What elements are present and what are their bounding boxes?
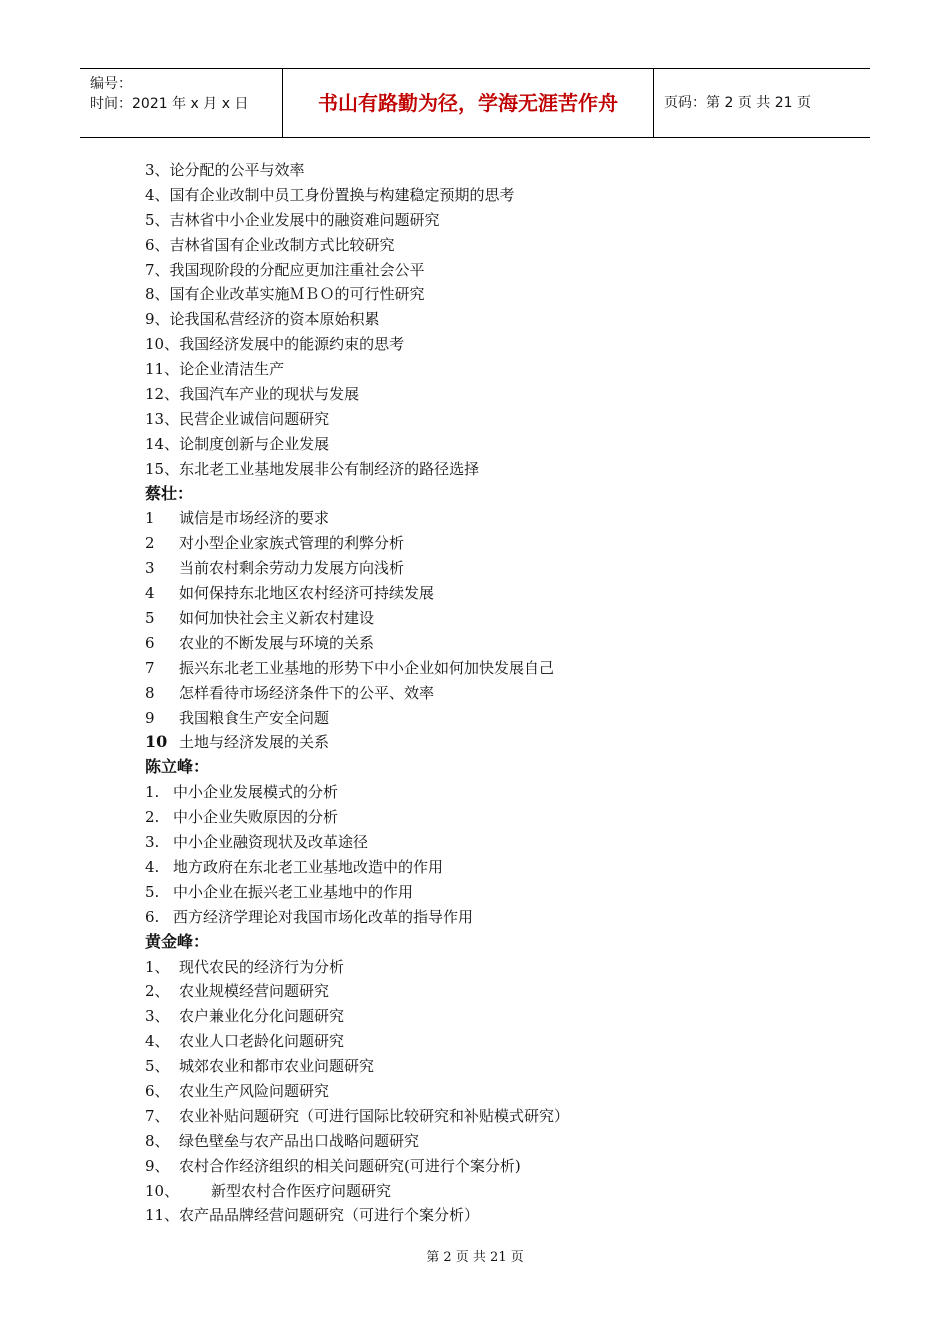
- header-time-label: 时间：2021 年 x 月 x 日: [90, 96, 249, 112]
- list-item-number: 5.: [145, 882, 160, 901]
- list-item: [145, 1203, 845, 1228]
- list-item-number: 5、: [145, 210, 170, 229]
- list-item-number: 5: [145, 609, 155, 628]
- list-item-text: 农业补贴问题研究（可进行国际比较研究和补贴模式研究）: [179, 1106, 570, 1125]
- list-item-number: 14、: [145, 434, 180, 453]
- list-item-text: 吉林省国有企业改制方式比较研究: [169, 235, 395, 254]
- list-item-text: 论我国私营经济的资本原始积累: [169, 310, 380, 329]
- list-item-number: 15、: [145, 459, 180, 478]
- list-item: [145, 432, 845, 457]
- list-item: [145, 606, 845, 631]
- list-item-number: 7: [145, 658, 155, 677]
- list-item: [145, 1029, 845, 1054]
- list-item-number: 13、: [145, 409, 180, 428]
- list-item-text: 土地与经济发展的关系: [179, 733, 330, 752]
- list-item-text: 吉林省中小企业发展中的融资难问题研究: [169, 210, 440, 229]
- section-heading-caizhuang: 蔡壮：: [145, 483, 194, 503]
- list-item: [145, 706, 845, 731]
- list-item-text: 农业规模经营问题研究: [179, 982, 330, 1001]
- list-item-number: 3.: [145, 833, 160, 852]
- list-item-text: 我国现阶段的分配应更加注重社会公平: [169, 260, 425, 279]
- header-motto: 书山有路勤为径，学海无涯苦作舟: [283, 69, 654, 137]
- list-item: [145, 1129, 845, 1154]
- list-item-text: 如何加快社会主义新农村建设: [179, 609, 375, 628]
- list-item-number: 2、: [145, 982, 170, 1001]
- list-item: [145, 233, 845, 258]
- list-item-number: 7、: [145, 1106, 170, 1125]
- list-item: [145, 1104, 845, 1129]
- list-item-text: 诚信是市场经济的要求: [179, 509, 330, 528]
- list-item: [145, 830, 845, 855]
- list-item-number: 9、: [145, 310, 170, 329]
- list-item-text: 国有企业改制中员工身份置换与构建稳定预期的思考: [169, 185, 515, 204]
- header-number-label: 编号：: [90, 76, 132, 92]
- list-item-text: 新型农村合作医疗问题研究: [211, 1181, 392, 1200]
- list-item-number: 8、: [145, 1131, 170, 1150]
- list-item: [145, 531, 845, 556]
- list-item: [145, 780, 845, 805]
- list-item-number: 11、: [145, 1206, 180, 1225]
- list-item: [145, 258, 845, 283]
- document-body: [145, 158, 845, 1228]
- list-item: [145, 183, 845, 208]
- list-item-number: 1.: [145, 783, 160, 802]
- list-item-text: 当前农村剩余劳动力发展方向浅析: [179, 559, 405, 578]
- list-item-number: 9、: [145, 1156, 170, 1175]
- list-item-text: 东北老工业基地发展非公有制经济的路径选择: [179, 459, 480, 478]
- list-item: [145, 656, 845, 681]
- list-item-number: 6、: [145, 235, 170, 254]
- list-item: [145, 158, 845, 183]
- list-item-text: 怎样看待市场经济条件下的公平、效率: [179, 683, 435, 702]
- list-item: [145, 457, 845, 482]
- list-item-text: 振兴东北老工业基地的形势下中小企业如何加快发展自己: [179, 658, 555, 677]
- header-meta-cell: [80, 69, 283, 137]
- list-item-number: 8、: [145, 285, 170, 304]
- list-item: [145, 282, 845, 307]
- list-item-text: 农业人口老龄化问题研究: [179, 1032, 345, 1051]
- list-item: [145, 382, 845, 407]
- list-item-number: 6: [145, 633, 155, 652]
- list-item: [145, 332, 845, 357]
- list-item: [145, 805, 845, 830]
- list-item-number: 10: [145, 732, 168, 752]
- list-item-number: 1: [145, 509, 155, 528]
- list-item: [145, 1179, 845, 1204]
- list-item-number: 10、: [145, 335, 180, 354]
- list-item: [145, 631, 845, 656]
- list-item: [145, 208, 845, 233]
- list-item-text: 对小型企业家族式管理的利弊分析: [179, 534, 405, 553]
- list-item-text: 国有企业改革实施ＭＢＯ的可行性研究: [169, 285, 425, 304]
- list-item-number: 4.: [145, 857, 160, 876]
- list-item-number: 12、: [145, 385, 180, 404]
- list-item-text: 如何保持东北地区农村经济可持续发展: [179, 584, 435, 603]
- list-item-number: 9: [145, 708, 155, 727]
- section-heading-chenlifeng: 陈立峰：: [145, 757, 210, 777]
- list-item: [145, 581, 845, 606]
- list-item: [145, 1079, 845, 1104]
- list-item-number: 4、: [145, 185, 170, 204]
- list-item: [145, 880, 845, 905]
- list-item-number: 3: [145, 559, 155, 578]
- list-item: [145, 730, 845, 755]
- list-item-number: 6、: [145, 1081, 170, 1100]
- page-footer: 第 2 页 共 21 页: [426, 1250, 524, 1265]
- list-item: [145, 556, 845, 581]
- list-item: [145, 979, 845, 1004]
- list-item-text: 论分配的公平与效率: [169, 161, 305, 179]
- list-item-text: 我国汽车产业的现状与发展: [179, 385, 360, 404]
- list-item: [145, 955, 845, 980]
- header-page-info: 页码：第 2 页 共 21 页: [664, 95, 811, 111]
- list-item: [145, 905, 845, 930]
- list-item-number: 3、: [145, 1007, 170, 1026]
- list-item-number: 6.: [145, 907, 160, 926]
- list-item-number: 11、: [145, 360, 180, 379]
- list-item-number: 2: [145, 534, 155, 553]
- list-item-text: 论企业清洁生产: [179, 360, 285, 379]
- list-item-text: 农村合作经济组织的相关问题研究(可进行个案分析): [179, 1156, 521, 1175]
- list-item: [145, 506, 845, 531]
- list-item: [145, 1004, 845, 1029]
- list-item-text: 我国经济发展中的能源约束的思考: [179, 335, 405, 354]
- section-heading-huangjinfeng: 黄金峰：: [145, 931, 210, 951]
- list-item-text: 农业生产风险问题研究: [179, 1081, 330, 1100]
- list-item-text: 城郊农业和都市农业问题研究: [179, 1057, 375, 1076]
- section-chenlifeng-list: [145, 780, 845, 929]
- list-item-text: 农产品品牌经营问题研究（可进行个案分析）: [179, 1206, 480, 1225]
- list-item-number: 5、: [145, 1057, 170, 1076]
- list-item-text: 中小企业发展模式的分析: [173, 783, 339, 802]
- list-item: [145, 1054, 845, 1079]
- section-topics-continued: [145, 158, 845, 482]
- list-item-text: 现代农民的经济行为分析: [179, 957, 345, 976]
- list-item-text: 民营企业诚信问题研究: [179, 409, 330, 428]
- list-item-text: 中小企业融资现状及改革途径: [173, 833, 369, 852]
- list-item-number: 1、: [145, 957, 170, 976]
- list-item-text: 论制度创新与企业发展: [179, 434, 330, 453]
- list-item-number: 8: [145, 683, 155, 702]
- list-item: [145, 307, 845, 332]
- list-item-text: 地方政府在东北老工业基地改造中的作用: [173, 857, 444, 876]
- list-item-number: 4、: [145, 1032, 170, 1051]
- list-item-text: 中小企业失败原因的分析: [173, 808, 339, 827]
- list-item-number: 2.: [145, 808, 160, 827]
- section-huangjinfeng-list: [145, 955, 845, 1229]
- list-item-text: 我国粮食生产安全问题: [179, 708, 330, 727]
- section-caizhuang-list: [145, 506, 845, 755]
- list-item: [145, 357, 845, 382]
- list-item: [145, 681, 845, 706]
- list-item: [145, 855, 845, 880]
- list-item: [145, 407, 845, 432]
- list-item: [145, 1154, 845, 1179]
- list-item-number: 4: [145, 584, 155, 603]
- list-item-text: 农户兼业化分化问题研究: [179, 1007, 345, 1026]
- list-item-number: 7、: [145, 260, 170, 279]
- list-item-text: 农业的不断发展与环境的关系: [179, 633, 375, 652]
- list-item-number: 10、: [145, 1181, 180, 1200]
- list-item-text: 绿色壁垒与农产品出口战略问题研究: [179, 1131, 420, 1150]
- list-item-number: 3、: [145, 161, 170, 179]
- list-item-text: 中小企业在振兴老工业基地中的作用: [173, 882, 414, 901]
- list-item-text: 西方经济学理论对我国市场化改革的指导作用: [173, 907, 474, 926]
- page-header: [80, 68, 870, 138]
